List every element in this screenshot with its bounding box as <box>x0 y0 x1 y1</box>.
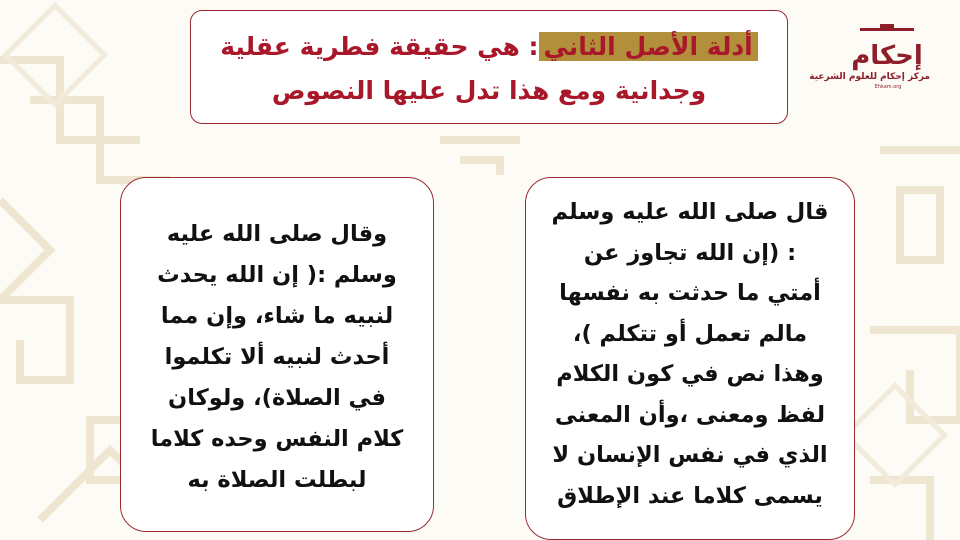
card-left-line: وقال صلى الله عليه <box>166 221 388 247</box>
card-right-line: أمتي ما حدثت به نفسها <box>559 280 821 306</box>
card-right-line: يسمى كلاما عند الإطلاق <box>557 482 823 509</box>
hadith-card-left <box>120 177 434 532</box>
title-line-1-rest: : هي حقيقة فطرية عقلية <box>220 32 539 61</box>
title-line-1 <box>191 25 787 69</box>
card-left-line: في الصلاة)، ولوكان <box>168 385 386 411</box>
title-highlight: أدلة الأصل الثاني <box>539 32 758 61</box>
card-right-line: لفظ ومعنى ،وأن المعنى <box>554 401 826 428</box>
card-right-line: مالم تعمل أو تتكلم )، <box>572 320 808 347</box>
card-left-line: لبطلت الصلاة به <box>187 467 367 493</box>
card-left-line: لنبيه ما شاء، وإن مما <box>160 303 394 329</box>
logo-name: إحكام <box>851 41 923 71</box>
logo-website: Ehkam.org <box>874 84 902 90</box>
card-right-line: : (إن الله تجاوز عن <box>583 239 797 266</box>
card-left-line: أحدث لنبيه ألا تكلموا <box>164 344 390 370</box>
card-right-line: قال صلى الله عليه وسلم <box>551 199 829 225</box>
ehkam-logo <box>809 24 930 94</box>
card-left-line: وسلم :( إن الله يحدث <box>157 262 397 288</box>
title-box <box>190 10 788 124</box>
card-right-line: الذي في نفس الإنسان لا <box>552 442 828 468</box>
hadith-card-right <box>525 177 855 540</box>
logo-subtitle: مركز إحكام للعلوم الشرعية <box>809 72 930 82</box>
card-left-line: كلام النفس وحده كلاما <box>150 426 404 452</box>
card-right-line: وهذا نص في كون الكلام <box>556 361 824 387</box>
ehkam-logo-emblem <box>850 24 924 72</box>
title-line-2: وجدانية ومع هذا تدل عليها النصوص <box>271 76 707 105</box>
